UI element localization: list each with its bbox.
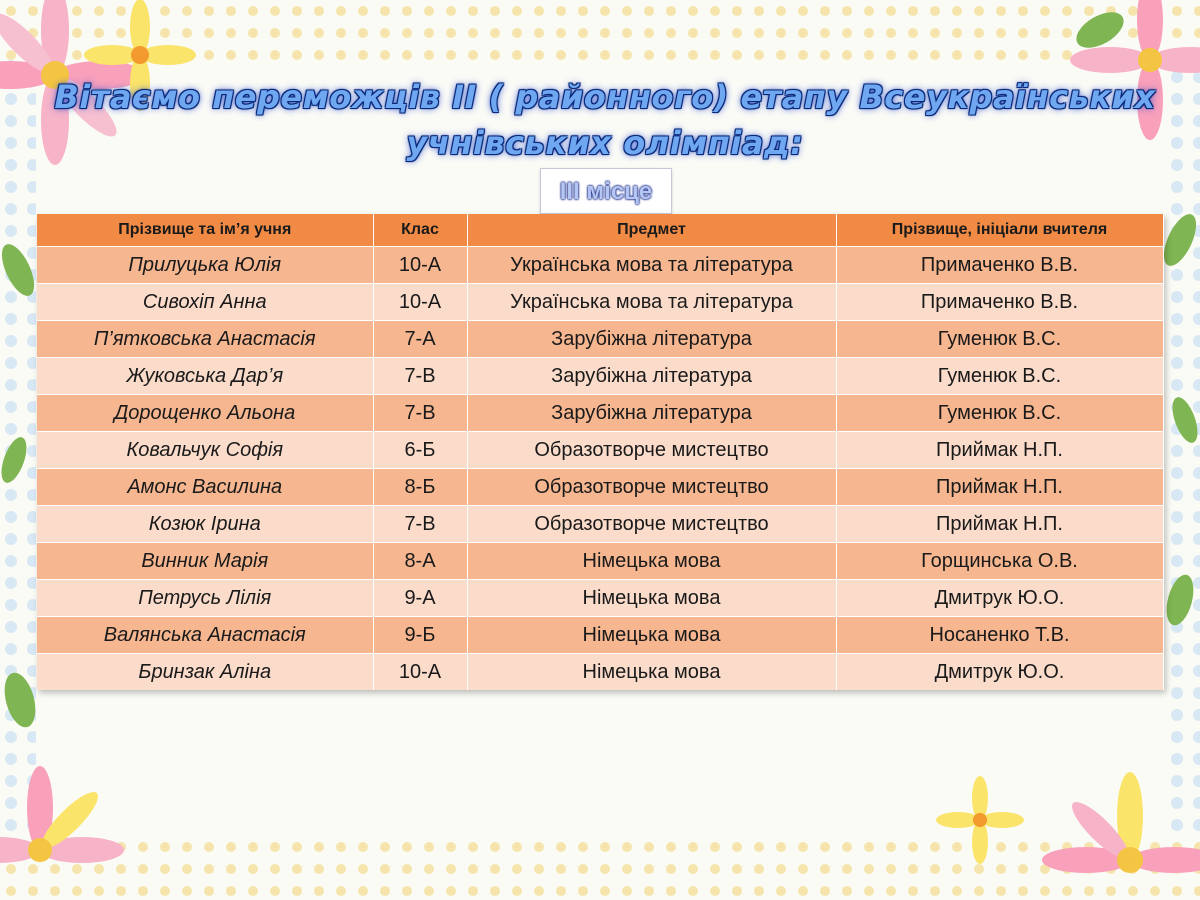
- teacher: Носаненко Т.В.: [836, 617, 1163, 654]
- page-title-line-2: учнівських олімпіад:: [406, 124, 804, 162]
- teacher: Дмитрук Ю.О.: [836, 580, 1163, 617]
- subject: Німецька мова: [467, 617, 836, 654]
- student-name: П’ятковська Анастасія: [37, 321, 373, 358]
- subject: Образотворче мистецтво: [467, 469, 836, 506]
- student-name: Петрусь Лілія: [37, 580, 373, 617]
- table-header-row: [37, 214, 1163, 247]
- teacher: Приймак Н.П.: [836, 469, 1163, 506]
- winners-table: [37, 214, 1164, 690]
- table-row: [37, 469, 1163, 506]
- teacher: Гуменюк В.С.: [836, 321, 1163, 358]
- teacher: Гуменюк В.С.: [836, 358, 1163, 395]
- student-class: 8-А: [373, 543, 467, 580]
- student-class: 7-В: [373, 506, 467, 543]
- subject: Німецька мова: [467, 580, 836, 617]
- subject: Німецька мова: [467, 654, 836, 691]
- subject: Образотворче мистецтво: [467, 432, 836, 469]
- table-row: [37, 506, 1163, 543]
- student-name: Бринзак Аліна: [37, 654, 373, 691]
- teacher: Дмитрук Ю.О.: [836, 654, 1163, 691]
- student-name: Прилуцька Юлія: [37, 247, 373, 284]
- table-row: [37, 284, 1163, 321]
- student-class: 9-А: [373, 580, 467, 617]
- table-row: [37, 247, 1163, 284]
- place-badge: ІІІ місце: [540, 168, 672, 214]
- subject: Зарубіжна література: [467, 321, 836, 358]
- column-header-teacher: Прізвище, ініціали вчителя: [836, 214, 1163, 247]
- teacher: Горщинська О.В.: [836, 543, 1163, 580]
- student-class: 8-Б: [373, 469, 467, 506]
- student-name: Винник Марія: [37, 543, 373, 580]
- student-name: Жуковська Дар’я: [37, 358, 373, 395]
- student-class: 10-А: [373, 247, 467, 284]
- column-header-student: Прізвище та ім’я учня: [37, 214, 373, 247]
- subject: Зарубіжна література: [467, 358, 836, 395]
- table-row: [37, 395, 1163, 432]
- subject: Українська мова та література: [467, 284, 836, 321]
- student-name: Сивохіп Анна: [37, 284, 373, 321]
- subject: Німецька мова: [467, 543, 836, 580]
- table-row: [37, 654, 1163, 691]
- table-row: [37, 358, 1163, 395]
- table-row: [37, 432, 1163, 469]
- subject: Образотворче мистецтво: [467, 506, 836, 543]
- subject: Українська мова та література: [467, 247, 836, 284]
- column-header-class: Клас: [373, 214, 467, 247]
- student-name: Амонс Василина: [37, 469, 373, 506]
- page-title-line-1: Вітаємо переможців ІІ ( районного) етапу Всеукраїнських: [54, 78, 1156, 116]
- student-name: Валянська Анастасія: [37, 617, 373, 654]
- student-class: 7-А: [373, 321, 467, 358]
- column-header-subject: Предмет: [467, 214, 836, 247]
- student-name: Дорощенко Альона: [37, 395, 373, 432]
- student-class: 10-А: [373, 654, 467, 691]
- student-class: 7-В: [373, 358, 467, 395]
- student-class: 9-Б: [373, 617, 467, 654]
- teacher: Примаченко В.В.: [836, 284, 1163, 321]
- student-class: 7-В: [373, 395, 467, 432]
- teacher: Гуменюк В.С.: [836, 395, 1163, 432]
- student-name: Ковальчук Софія: [37, 432, 373, 469]
- teacher: Приймак Н.П.: [836, 506, 1163, 543]
- teacher: Примаченко В.В.: [836, 247, 1163, 284]
- student-class: 6-Б: [373, 432, 467, 469]
- table-row: [37, 617, 1163, 654]
- teacher: Приймак Н.П.: [836, 432, 1163, 469]
- subject: Зарубіжна література: [467, 395, 836, 432]
- student-name: Козюк Ірина: [37, 506, 373, 543]
- table-row: [37, 580, 1163, 617]
- student-class: 10-А: [373, 284, 467, 321]
- table-row: [37, 543, 1163, 580]
- table-row: [37, 321, 1163, 358]
